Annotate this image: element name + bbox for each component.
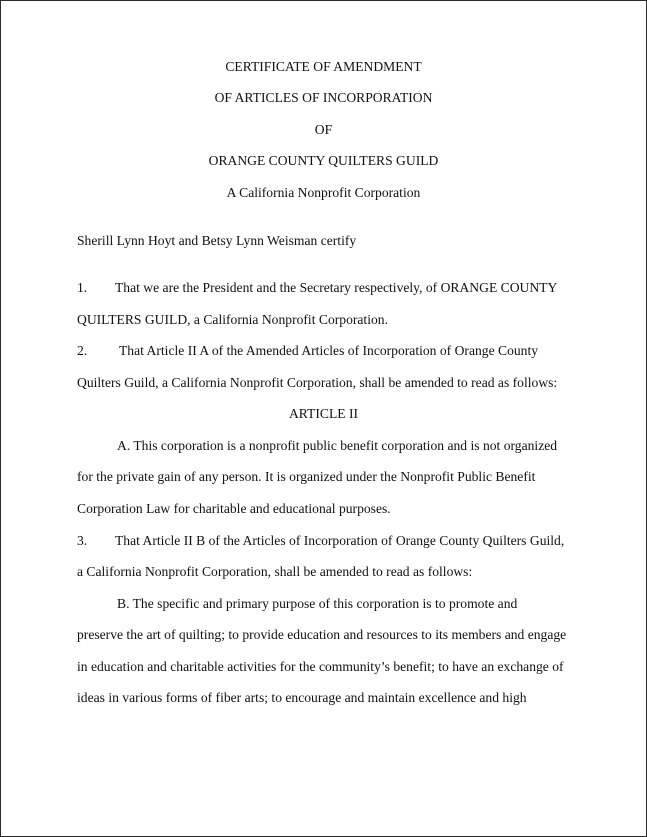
item-2-number: 2. bbox=[77, 343, 88, 358]
item-1-text: That we are the President and the Secretary respectively, of ORANGE COUNTY bbox=[115, 280, 558, 295]
paragraph-a-line-2: for the private gain of any person. It is organized under the Nonprofit Public Benefit bbox=[77, 469, 536, 484]
paragraph-b-line-4: ideas in various forms of fiber arts; to encourage and maintain excellence and high bbox=[77, 690, 527, 705]
item-3-line-2: a California Nonprofit Corporation, shall be amended to read as follows: bbox=[77, 564, 473, 579]
item-2-line-2: Quilters Guild, a California Nonprofit Corporation, shall be amended to read as follows: bbox=[77, 375, 558, 390]
item-1-number: 1. bbox=[77, 280, 88, 295]
paragraph-a-line-1: A. This corporation is a nonprofit public benefit corporation and is not organized bbox=[117, 438, 558, 453]
title-corporation-type: A California Nonprofit Corporation bbox=[226, 185, 421, 200]
item-3-line-1 bbox=[77, 533, 564, 549]
item-3-number: 3. bbox=[77, 533, 88, 548]
item-1-line-1 bbox=[77, 280, 557, 296]
intro-certify: Sherill Lynn Hoyt and Betsy Lynn Weisman certify bbox=[77, 233, 357, 248]
title-articles-of-incorporation: OF ARTICLES OF INCORPORATION bbox=[214, 90, 433, 105]
item-2-text: That Article II A of the Amended Articles of Incorporation of Orange County bbox=[119, 343, 539, 358]
paragraph-b-line-2: preserve the art of quilting; to provide education and resources to its members and engage bbox=[77, 627, 567, 642]
article-ii-heading: ARTICLE II bbox=[288, 406, 359, 421]
item-3-text: That Article II B of the Articles of Incorporation of Orange County Quilters Guild, bbox=[115, 533, 565, 548]
paragraph-a-line-3: Corporation Law for charitable and educational purposes. bbox=[77, 501, 391, 516]
item-2-line-1 bbox=[77, 343, 538, 359]
item-1-line-2: QUILTERS GUILD, a California Nonprofit Corporation. bbox=[77, 312, 388, 327]
paragraph-b-line-3: in education and charitable activities for the community’s benefit; to have an exchange of bbox=[77, 659, 564, 674]
title-of: OF bbox=[314, 122, 333, 137]
title-organization-name: ORANGE COUNTY QUILTERS GUILD bbox=[208, 153, 439, 168]
title-certificate-of-amendment: CERTIFICATE OF AMENDMENT bbox=[225, 59, 422, 74]
paragraph-b-line-1: B. The specific and primary purpose of this corporation is to promote and bbox=[117, 596, 518, 611]
